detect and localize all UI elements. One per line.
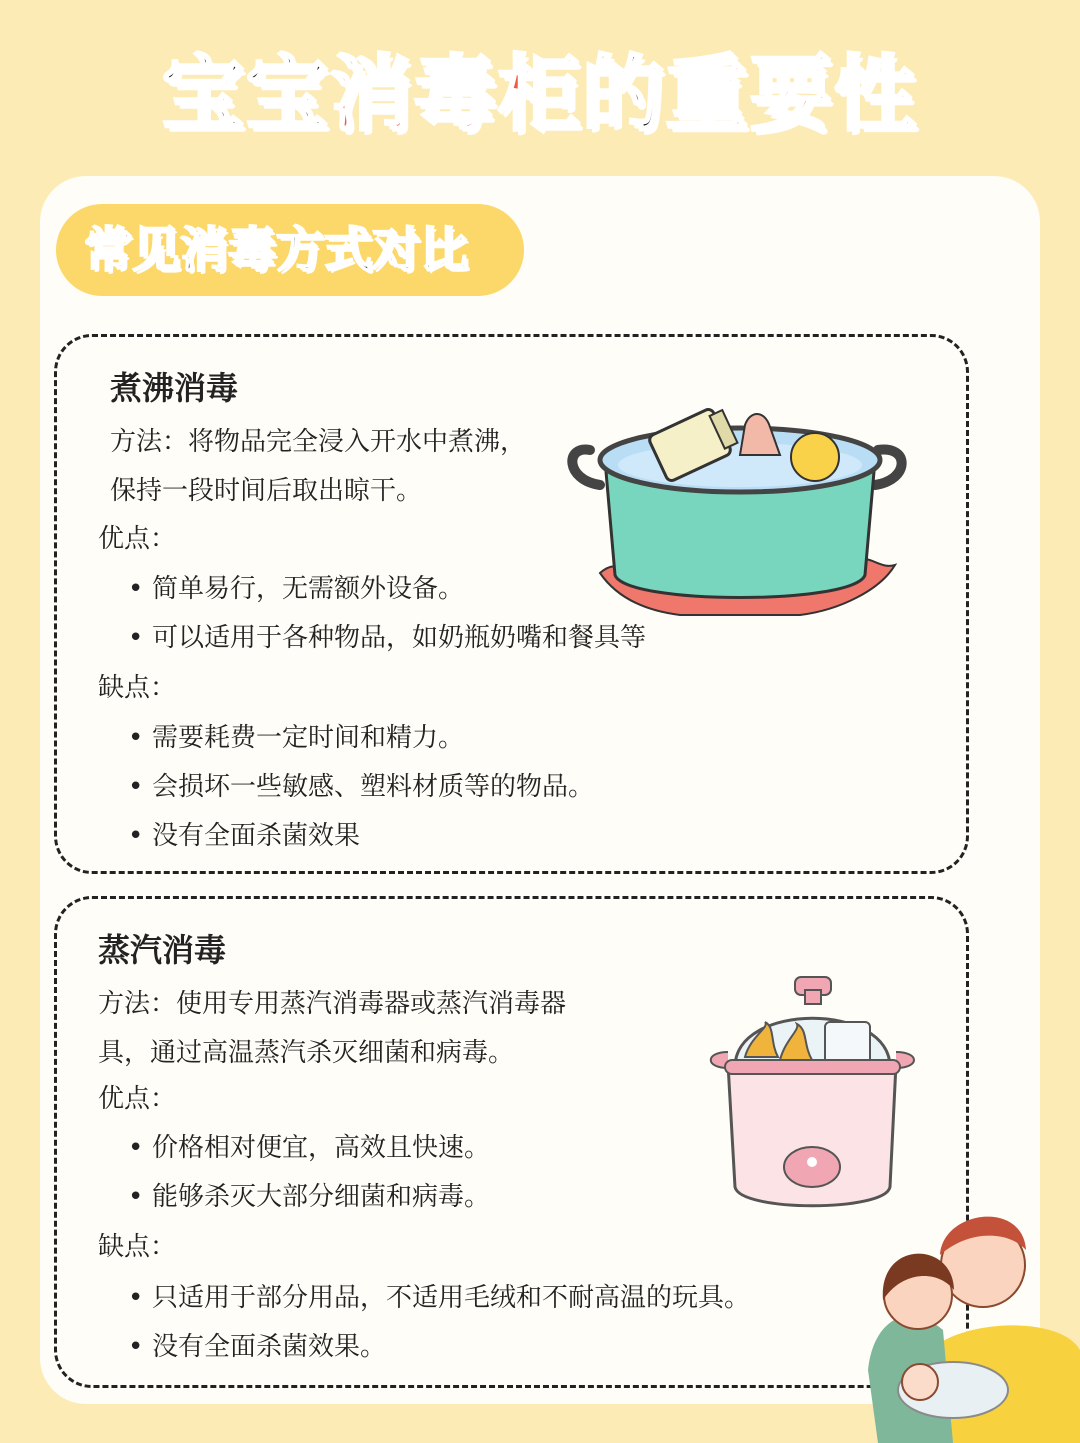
steam-pros-label: 优点： [98,1084,177,1114]
steam-method-line1: 方法：使用专用蒸汽消毒器或蒸汽消毒器 [98,989,567,1019]
steam-cons-label: 缺点： [98,1232,177,1262]
steam-pro-item: • 价格相对便宜，高效且快速。 [152,1130,490,1166]
title-part-sterilizer: 消毒柜 [329,47,582,142]
section-title: 常见消毒方式对比 [84,222,469,278]
boiling-pot-icon [560,405,920,630]
boiling-pros-label: 优点： [98,524,177,554]
page-title [0,40,1080,150]
boiling-pro-item: • 简单易行，无需额外设备。 [152,571,464,607]
boiling-pro-item: • 可以适用于各种物品，如奶瓶奶嘴和餐具等 [152,620,646,656]
family-illustration-icon [858,1200,1080,1443]
steam-method-line2: 具，通过高温蒸汽杀灭细菌和病毒。 [98,1038,515,1068]
title-part-importance: 重要性 [666,47,919,142]
title-part-baby: 宝宝 [161,47,330,142]
boiling-con-item: • 没有全面杀菌效果 [152,818,360,854]
steam-con-item: • 只适用于部分用品，不适用毛绒和不耐高温的玩具。 [152,1280,750,1316]
steam-heading: 蒸汽消毒 [98,931,227,969]
boiling-con-item: • 需要耗费一定时间和精力。 [152,720,464,756]
boiling-method-line2: 保持一段时间后取出晾干。 [110,476,423,506]
boiling-method-line1: 方法：将物品完全浸入开水中煮沸， [110,427,527,457]
boiling-con-item: • 会损坏一些敏感、塑料材质等的物品。 [152,769,594,805]
title-part-of: 的 [582,47,667,142]
steam-pro-item: • 能够杀灭大部分细菌和病毒。 [152,1179,490,1215]
boiling-heading: 煮沸消毒 [110,369,239,407]
steam-con-item: • 没有全面杀菌效果。 [152,1329,386,1365]
boiling-cons-label: 缺点： [98,673,177,703]
steam-sterilizer-icon [700,972,925,1227]
